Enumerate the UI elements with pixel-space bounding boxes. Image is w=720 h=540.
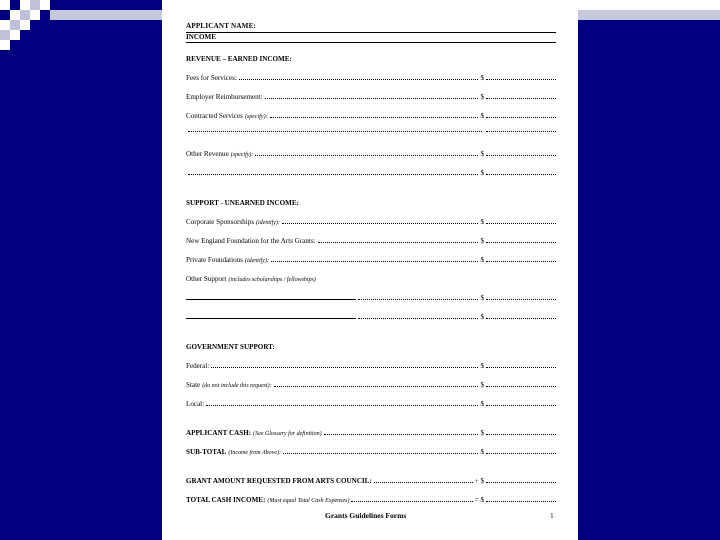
amount-field[interactable]: [486, 155, 556, 156]
dotted-leader: [206, 405, 478, 406]
row-note: (identify):: [255, 220, 280, 226]
page-title: INCOME: [186, 32, 556, 43]
row-note: (specify):: [244, 114, 268, 120]
dotted-leader: [282, 223, 478, 224]
section-header: REVENUE – EARNED INCOME:: [186, 55, 292, 63]
applicant-name-label: APPLICANT NAME:: [186, 22, 257, 30]
currency-prefix: $: [480, 448, 484, 456]
dotted-leader: [211, 367, 478, 368]
row-label: Federal:: [186, 362, 210, 370]
row-note: (includes scholarships / fellowships): [228, 277, 316, 283]
form-page: [162, 0, 578, 540]
form-row: [186, 429, 556, 438]
amount-field[interactable]: [486, 98, 556, 99]
section-spacer: [186, 188, 556, 198]
currency-prefix: $: [480, 150, 484, 158]
dotted-leader: [270, 117, 479, 118]
dotted-leader: [318, 242, 479, 243]
amount-field[interactable]: [486, 434, 556, 435]
row-label: Other Revenue: [186, 150, 229, 158]
form-row: [186, 131, 556, 140]
row-label: SUB-TOTAL: [186, 448, 227, 456]
row-label: Private Foundations: [186, 256, 243, 264]
blank-line[interactable]: [186, 299, 356, 300]
currency-prefix: $: [480, 313, 484, 321]
row-label: Local:: [186, 400, 205, 408]
currency-prefix: $: [480, 381, 484, 389]
section-header: GOVERNMENT SUPPORT:: [186, 343, 275, 351]
form-row: [186, 477, 556, 486]
dotted-leader: [358, 318, 478, 319]
row-note: (Must equal Total Cash Expenses): [267, 498, 350, 504]
currency-prefix: $: [480, 294, 484, 302]
dotted-leader: [188, 174, 478, 175]
form-row: [186, 169, 556, 178]
amount-field[interactable]: [486, 482, 556, 483]
section-spacer: [186, 332, 556, 342]
row-label: Other Support: [186, 275, 227, 283]
dotted-leader: [283, 453, 478, 454]
dotted-leader: [351, 501, 472, 502]
form-row: [186, 275, 556, 284]
amount-field[interactable]: [486, 117, 556, 118]
amount-field[interactable]: [486, 405, 556, 406]
row-label: GRANT AMOUNT REQUESTED FROM ARTS COUNCIL:: [186, 477, 372, 485]
row-label: State: [186, 381, 201, 389]
form-row: [186, 112, 556, 121]
amount-field[interactable]: [486, 367, 556, 368]
section-spacer: [186, 419, 556, 429]
form-row: [186, 237, 556, 246]
amount-field[interactable]: [486, 242, 556, 243]
amount-field[interactable]: [486, 131, 556, 132]
row-label: New England Foundation for the Arts Grants:: [186, 237, 316, 245]
form-row: [186, 150, 556, 159]
currency-prefix: $: [480, 74, 484, 82]
form-sections: [186, 54, 556, 505]
currency-prefix: $: [480, 362, 484, 370]
row-note: (See Glossary for definition): [253, 431, 322, 437]
form-row: [186, 448, 556, 457]
amount-field[interactable]: [486, 501, 556, 502]
dotted-leader: [358, 299, 478, 300]
currency-prefix: $: [480, 237, 484, 245]
form-content: [186, 22, 556, 515]
currency-prefix: $: [480, 112, 484, 120]
form-row: [186, 218, 556, 227]
currency-prefix: $: [480, 93, 484, 101]
currency-prefix: = $: [474, 496, 484, 504]
dotted-leader: [265, 98, 479, 99]
row-label: APPLICANT CASH:: [186, 429, 252, 437]
footer-title: Grants Guidelines Forms: [325, 511, 407, 520]
section-spacer: [186, 467, 556, 477]
form-row: [186, 256, 556, 265]
form-row: [186, 496, 556, 505]
form-row: [186, 381, 556, 390]
currency-prefix: $: [480, 256, 484, 264]
form-row: [186, 400, 556, 409]
form-row: [186, 74, 556, 83]
form-row: [186, 294, 556, 303]
blank-line[interactable]: [186, 318, 356, 319]
currency-prefix: $: [480, 400, 484, 408]
dotted-leader: [239, 79, 479, 80]
amount-field[interactable]: [486, 223, 556, 224]
currency-prefix: $: [480, 169, 484, 177]
amount-field[interactable]: [486, 299, 556, 300]
row-note: (Income from Above):: [228, 450, 281, 456]
page-number: 1: [550, 511, 554, 520]
amount-field[interactable]: [486, 386, 556, 387]
amount-field[interactable]: [486, 79, 556, 80]
form-row: [186, 313, 556, 322]
row-note: (specify):: [230, 152, 254, 158]
amount-field[interactable]: [486, 453, 556, 454]
row-label: Fees for Services:: [186, 74, 237, 82]
row-note: (do not include this request):: [202, 383, 272, 389]
dotted-leader: [188, 131, 482, 132]
currency-prefix: $: [480, 218, 484, 226]
row-label: Employer Reimbursement:: [186, 93, 263, 101]
amount-field[interactable]: [486, 318, 556, 319]
section-header: SUPPORT - UNEARNED INCOME:: [186, 199, 299, 207]
row-label: TOTAL CASH INCOME:: [186, 496, 266, 504]
amount-field[interactable]: [486, 174, 556, 175]
dotted-leader: [374, 482, 473, 483]
currency-prefix: + $: [474, 477, 484, 485]
dotted-leader: [274, 386, 479, 387]
currency-prefix: $: [480, 429, 484, 437]
dotted-leader: [255, 155, 478, 156]
form-row: [186, 362, 556, 371]
dotted-leader: [271, 261, 479, 262]
row-label: Corporate Sponsorships: [186, 218, 254, 226]
row-note: (identify):: [244, 258, 269, 264]
amount-field[interactable]: [486, 261, 556, 262]
row-label: Contracted Services: [186, 112, 243, 120]
form-row: [186, 93, 556, 102]
dotted-leader: [324, 434, 479, 435]
